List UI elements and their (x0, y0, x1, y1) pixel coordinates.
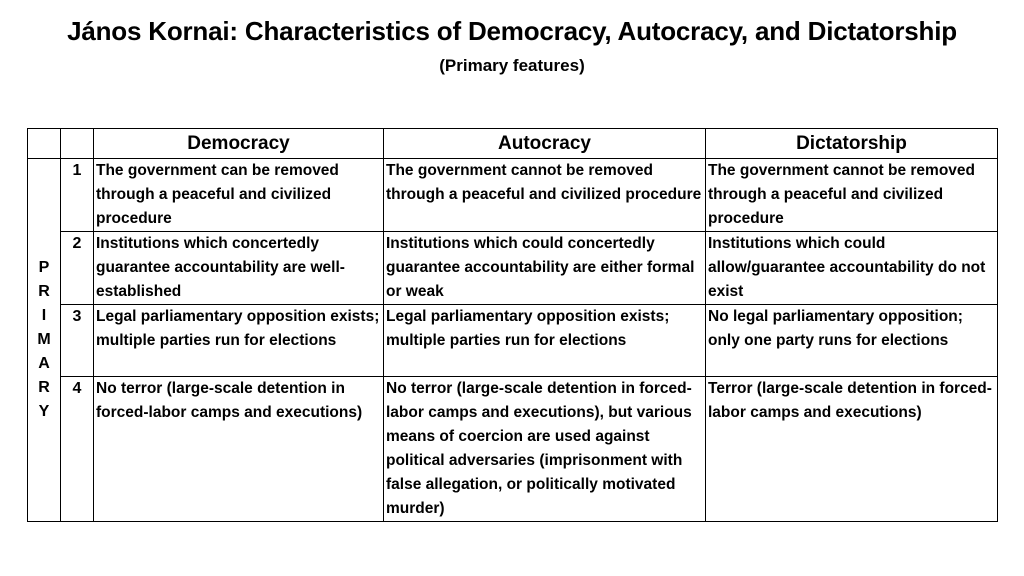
page-subtitle: (Primary features) (439, 56, 585, 75)
democracy-cell: Institutions which concertedly guarantee accountability are well-established (94, 232, 384, 305)
header-dictatorship: Dictatorship (706, 129, 998, 159)
table-row (28, 159, 998, 232)
number-header-cell (61, 129, 94, 159)
table-row (28, 377, 998, 522)
autocracy-cell: The government cannot be removed through a peaceful and civilized procedure (384, 159, 706, 232)
header-autocracy: Autocracy (384, 129, 706, 159)
row-number: 1 (61, 159, 94, 232)
democracy-cell: No terror (large-scale detention in forced-labor camps and executions) (94, 377, 384, 522)
comparison-table (27, 128, 998, 522)
autocracy-cell: Institutions which could concertedly guarantee accountability are either formal or weak (384, 232, 706, 305)
dictatorship-cell: Institutions which could allow/guarantee accountability do not exist (706, 232, 998, 305)
primary-side-label: P R I M A R Y (28, 159, 61, 522)
header-row (28, 129, 998, 159)
table-row (28, 305, 998, 377)
democracy-cell: The government can be removed through a peaceful and civilized procedure (94, 159, 384, 232)
autocracy-cell: No terror (large-scale detention in forced-labor camps and executions), but various means of coercion are used against political adversaries (imprisonment with false allegation, or politically motivated murder) (384, 377, 706, 522)
table-row (28, 232, 998, 305)
autocracy-cell: Legal parliamentary opposition exists; multiple parties run for elections (384, 305, 706, 377)
dictatorship-cell: Terror (large-scale detention in forced-labor camps and executions) (706, 377, 998, 522)
page-title: János Kornai: Characteristics of Democracy, Autocracy, and Dictatorship (67, 16, 957, 46)
row-number: 4 (61, 377, 94, 522)
corner-cell (28, 129, 61, 159)
dictatorship-cell: No legal parliamentary opposition; only one party runs for elections (706, 305, 998, 377)
dictatorship-cell: The government cannot be removed through a peaceful and civilized procedure (706, 159, 998, 232)
row-number: 3 (61, 305, 94, 377)
row-number: 2 (61, 232, 94, 305)
header-democracy: Democracy (94, 129, 384, 159)
democracy-cell: Legal parliamentary opposition exists; multiple parties run for elections (94, 305, 384, 377)
